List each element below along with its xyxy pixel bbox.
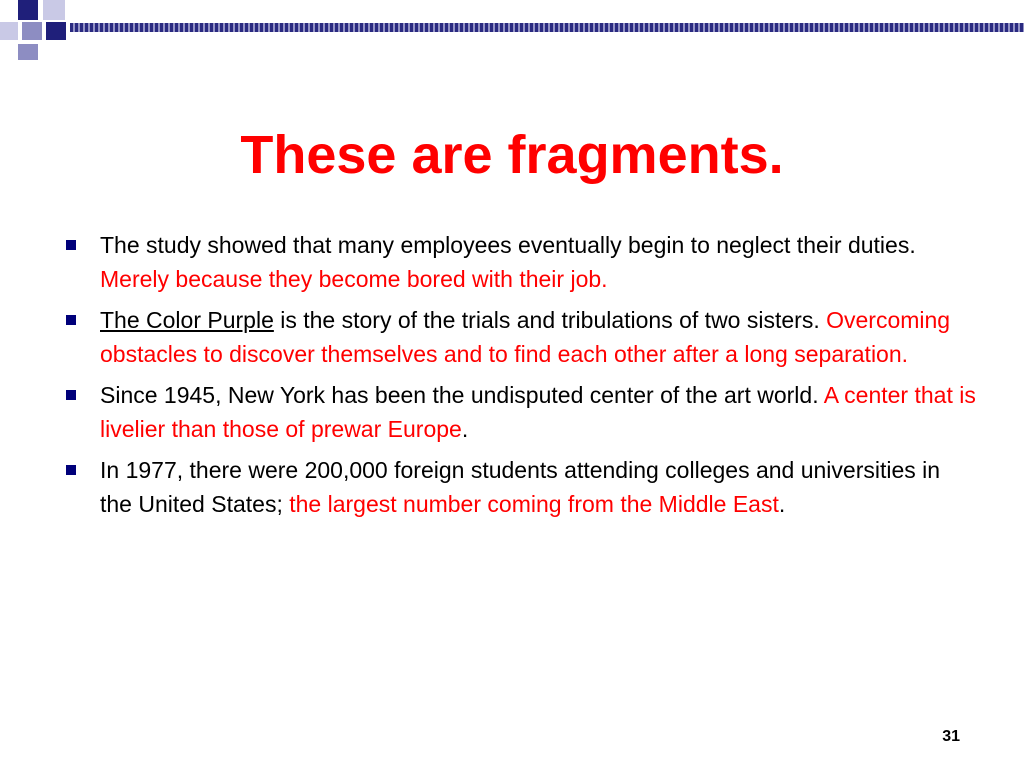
book-title-text: The Color Purple bbox=[100, 307, 274, 333]
deco-square bbox=[22, 22, 42, 40]
bullet-item bbox=[58, 378, 978, 446]
page-number: 31 bbox=[942, 728, 960, 745]
sentence-text: The study showed that many employees eventually begin to neglect their duties. bbox=[100, 232, 916, 258]
deco-square bbox=[46, 22, 66, 40]
bullet-item bbox=[58, 303, 978, 371]
fragment-text: A center that is livelier than those of prewar Europe bbox=[100, 382, 976, 442]
bullet-item bbox=[58, 228, 978, 296]
punctuation-text: . bbox=[461, 416, 469, 442]
deco-square bbox=[18, 0, 38, 20]
bullet-list bbox=[58, 228, 978, 528]
square-bullet-icon bbox=[66, 465, 76, 475]
square-bullet-icon bbox=[66, 390, 76, 400]
slide-title: These are fragments. bbox=[240, 125, 784, 186]
punctuation-text: . bbox=[778, 491, 786, 517]
corner-decoration bbox=[0, 0, 1024, 70]
fragment-text: the largest number coming from the Middle East bbox=[289, 491, 779, 517]
deco-square bbox=[43, 0, 65, 20]
decorative-stripe-bar bbox=[70, 23, 1024, 32]
deco-square bbox=[18, 44, 38, 60]
bullet-item bbox=[58, 453, 978, 521]
square-bullet-icon bbox=[66, 240, 76, 250]
deco-square bbox=[0, 22, 18, 40]
square-bullet-icon bbox=[66, 315, 76, 325]
sentence-text: Since 1945, New York has been the undisputed center of the art world. bbox=[100, 382, 824, 408]
fragment-text: Merely because they become bored with their job. bbox=[100, 266, 608, 292]
fragment-text: Overcoming obstacles to discover themselves and to find each other after a long separation. bbox=[100, 307, 951, 367]
sentence-text: is the story of the trials and tribulations of two sisters. bbox=[273, 307, 827, 333]
sentence-text: In 1977, there were 200,000 foreign students attending colleges and universities in the United States; bbox=[100, 457, 941, 517]
